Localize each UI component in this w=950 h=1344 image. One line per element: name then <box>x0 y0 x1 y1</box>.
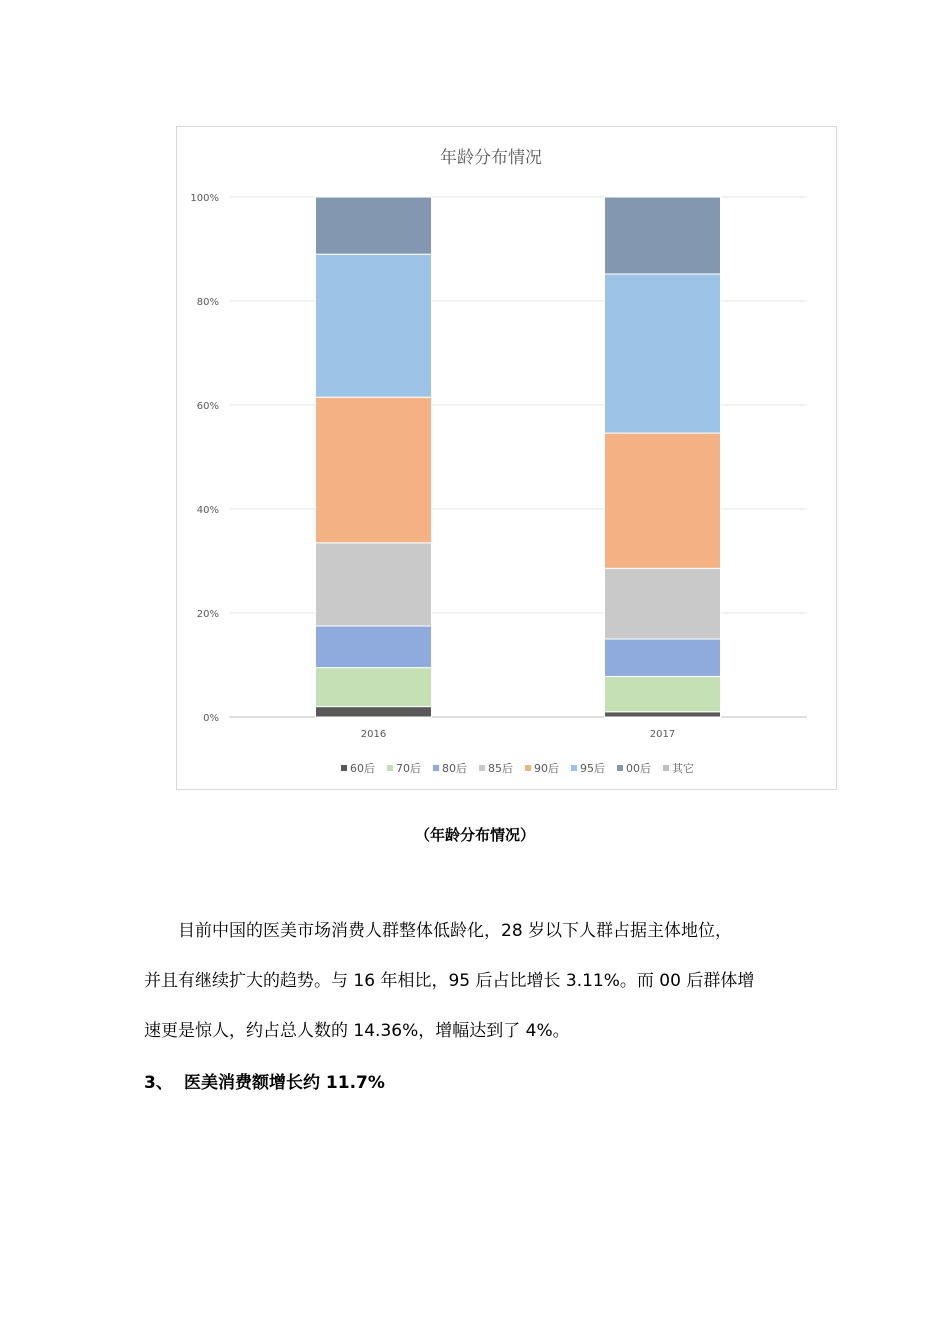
y-tick-label: 20% <box>196 609 219 620</box>
bar-segment <box>605 676 721 711</box>
bar-segment <box>316 254 432 397</box>
bar-segment <box>316 707 432 717</box>
axes <box>190 193 675 740</box>
chart-container <box>176 126 837 790</box>
bar-segment <box>316 668 432 707</box>
legend-swatch <box>571 765 577 771</box>
bar-segment <box>605 568 721 639</box>
legend-label: 60后 <box>350 762 375 775</box>
bar-segment <box>605 712 721 717</box>
legend-swatch <box>341 765 347 771</box>
section-title: 医美消费额增长约 11.7% <box>184 1073 385 1093</box>
bar-segment <box>605 639 721 676</box>
legend-label: 80后 <box>442 762 467 775</box>
figure-caption: （年龄分布情况） <box>414 826 535 844</box>
paragraph-line: 速更是惊人，约占总人数的 14.36%，增幅达到了 4%。 <box>144 1021 570 1041</box>
paragraph-line: 目前中国的医美市场消费人群整体低龄化，28 岁以下人群占据主体地位， <box>178 921 733 941</box>
legend-swatch <box>663 765 669 771</box>
legend-label: 95后 <box>580 762 605 775</box>
x-tick-label: 2016 <box>360 729 387 740</box>
y-tick-label: 60% <box>196 401 219 412</box>
legend-swatch <box>617 765 623 771</box>
legend-swatch <box>479 765 485 771</box>
bar-segment <box>316 626 432 668</box>
body-paragraph <box>144 906 814 1056</box>
legend-label: 90后 <box>534 762 559 775</box>
legend-swatch <box>387 765 393 771</box>
y-tick-label: 80% <box>196 297 219 308</box>
bar-segment <box>605 197 721 274</box>
bar-segment <box>605 274 721 433</box>
bar-segment <box>316 397 432 543</box>
bars <box>316 197 721 717</box>
legend-label: 85后 <box>488 762 513 775</box>
paragraph-line: 并且有继续扩大的趋势。与 16 年相比，95 后占比增长 3.11%。而 00 后群体增 <box>144 971 755 991</box>
legend-label: 00后 <box>626 762 651 775</box>
x-tick-label: 2017 <box>649 729 676 740</box>
legend-swatch <box>433 765 439 771</box>
y-tick-label: 100% <box>190 193 219 204</box>
legend-swatch <box>525 765 531 771</box>
bar-segment <box>316 543 432 626</box>
legend-label: 其它 <box>672 762 694 775</box>
section-heading <box>144 1068 385 1093</box>
bar-segment <box>316 197 432 254</box>
legend <box>341 762 694 775</box>
legend-label: 70后 <box>396 762 421 775</box>
section-number: 3、 <box>144 1073 173 1093</box>
y-tick-label: 0% <box>203 713 219 724</box>
chart-title: 年龄分布情况 <box>440 148 542 168</box>
stacked-bar-chart <box>177 127 838 791</box>
bar-segment <box>605 433 721 568</box>
y-tick-label: 40% <box>196 505 219 516</box>
